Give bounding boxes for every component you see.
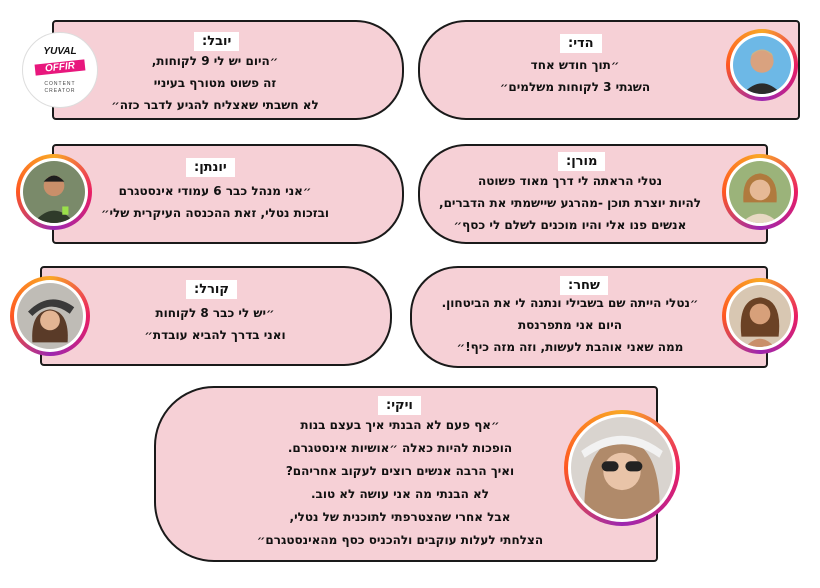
testimonial-name-yonatan: יונתן: xyxy=(186,158,235,177)
testimonial-text-moran: נטלי הראתה לי דרך מאוד פשוטה להיות יוצרת תוכן -מהרגע שיישמתי את הדברים, אנשים פנו אלי והיו מוכנים לשלם לי כסף״ xyxy=(439,174,701,232)
person-photo-icon xyxy=(729,285,791,347)
testimonial-name-koral: קורל: xyxy=(186,280,237,299)
avatar-viki xyxy=(564,410,680,526)
testimonial-text-yuval: ״היום יש לי 9 לקוחות, זה פשוט מטורף בעיניי לא חשבתי שאצליח להגיע לדבר כזה״ xyxy=(111,54,319,112)
person-photo-icon xyxy=(733,36,791,94)
logo-text-middle: OFFIR xyxy=(35,59,86,75)
testimonial-name-yuval: יובל: xyxy=(194,32,239,51)
person-photo-icon xyxy=(571,417,673,519)
testimonial-text-koral: ״יש לי כבר 8 לקוחות ואני בדרך להביא עובדת״ xyxy=(144,306,286,342)
avatar-yuval-logo xyxy=(22,32,98,108)
testimonial-text-hadi: ״תוך חודש אחד השגתי 3 לקוחות משלמים״ xyxy=(499,58,651,94)
testimonial-text-yonatan: ״אני מנהל כבר 6 עמודי אינסטגרם ובזכות נטלי, זאת ההכנסה העיקרית שלי״ xyxy=(100,184,330,220)
logo-text-bottom: CONTENT CREATOR xyxy=(44,81,76,94)
logo-text-top: YUVAL xyxy=(43,46,77,57)
testimonial-name-moran: מורן: xyxy=(558,152,605,171)
avatar-moran xyxy=(722,154,798,230)
avatar-yonatan xyxy=(16,154,92,230)
avatar-hadi xyxy=(726,29,798,101)
testimonial-text-viki: ״אף פעם לא הבנתי איך בעצם בנות הופכות להיות כאלה ״אושיות אינסטגרם. ואיך הרבה אנשים רוצים לעקוב אחריהם? לא הבנתי מה אני עושה לא טוב. אבל אחרי שהצטרפתי לתוכנית של נטלי, הצלחתי לעלות עוקבים ולהכניס כסף מהאינסטגרם״ xyxy=(256,418,544,547)
person-photo-icon xyxy=(23,161,85,223)
testimonial-name-shachar: שחר: xyxy=(560,276,608,295)
testimonial-text-shachar: ״נטלי הייתה שם בשבילי ונתנה לי את הביטחון. היום אני מתפרנסת ממה שאני אוהבת לעשות, וזה מזה כיף!״ xyxy=(441,296,699,354)
avatar-koral xyxy=(10,276,90,356)
testimonial-name-hadi: הדי: xyxy=(560,34,602,53)
person-photo-icon xyxy=(17,283,83,349)
person-photo-icon xyxy=(729,161,791,223)
avatar-shachar xyxy=(722,278,798,354)
testimonial-name-viki: ויקי: xyxy=(378,396,421,415)
